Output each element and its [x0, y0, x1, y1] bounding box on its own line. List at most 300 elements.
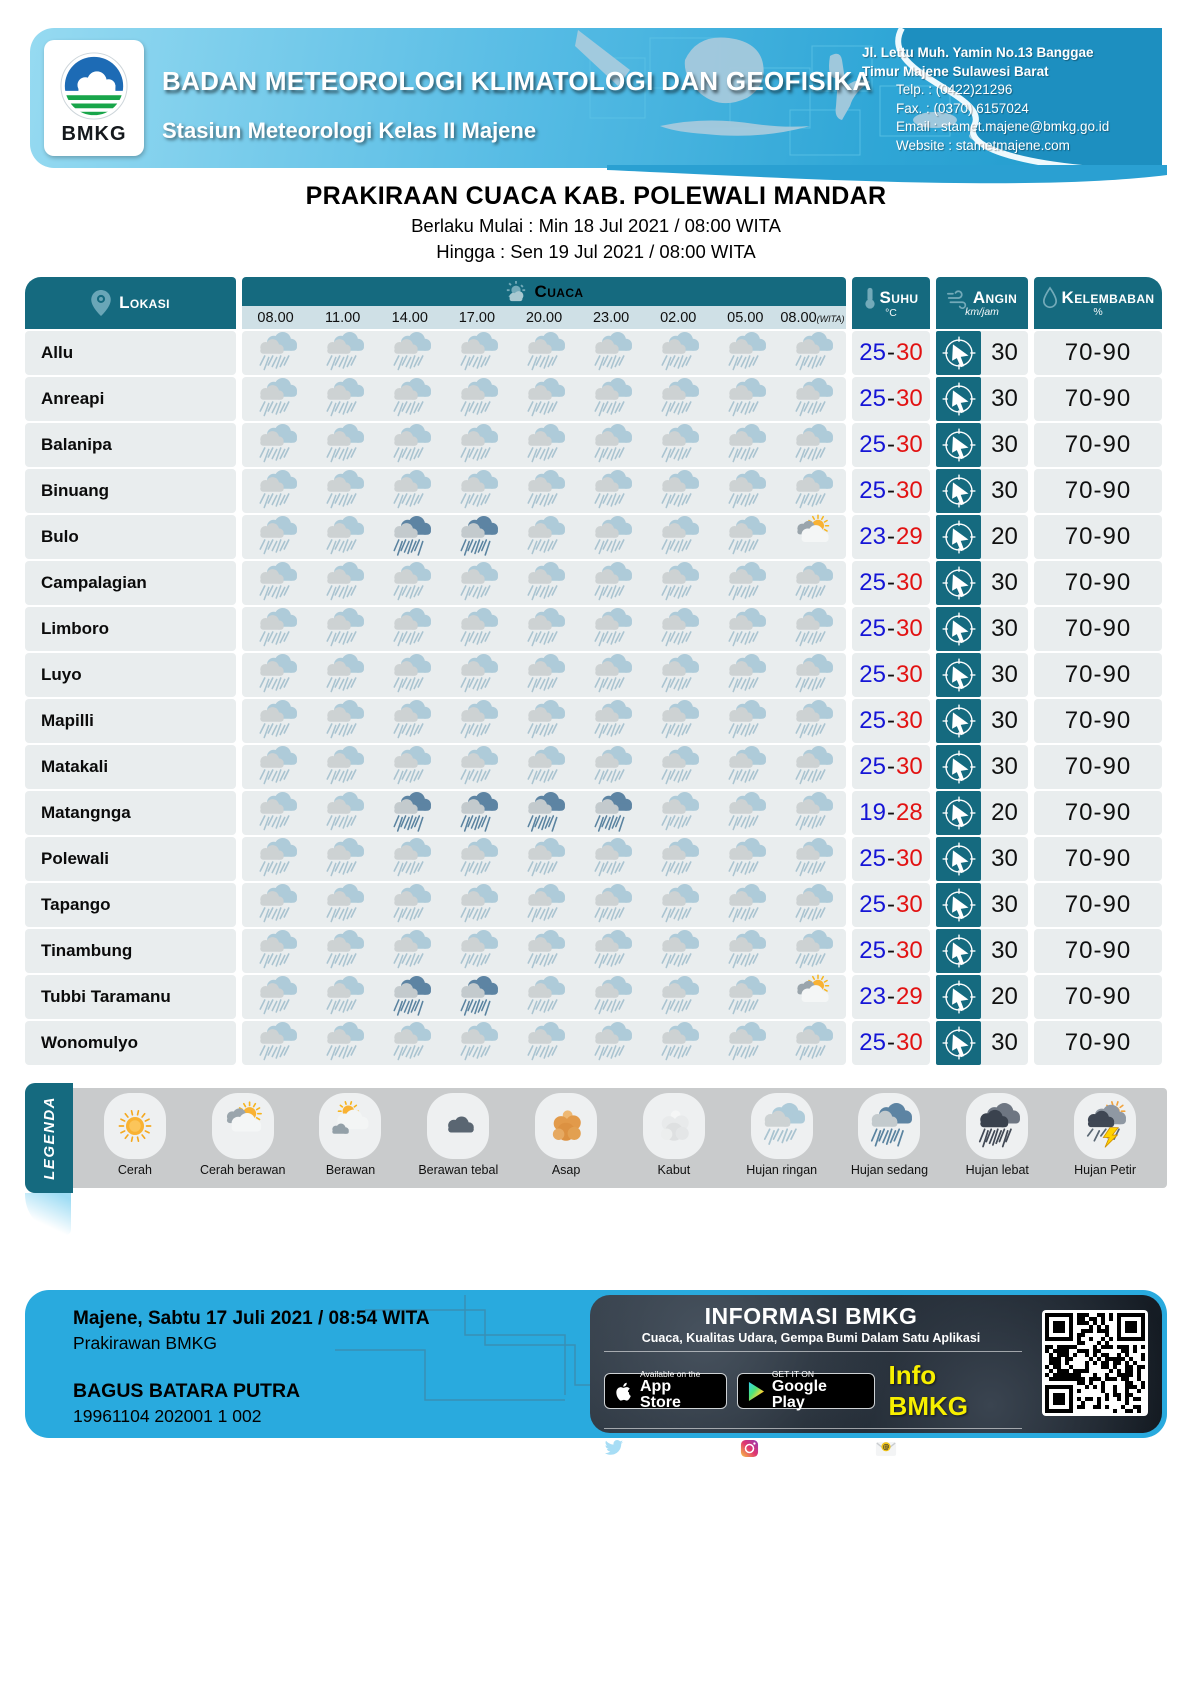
- valid-until: Hingga : Sen 19 Jul 2021 / 08:00 WITA: [436, 241, 756, 262]
- humidity-range: 70-90: [1034, 423, 1162, 467]
- instagram-handle: @infoBMKG: [740, 1439, 859, 1458]
- station-address: [862, 44, 1148, 155]
- wind-speed: 30: [981, 607, 1028, 651]
- hujan-sedang-icon: [452, 792, 502, 834]
- location-name: Limboro: [25, 607, 236, 651]
- play-bottom: Google Play: [771, 1377, 827, 1412]
- hujan-ringan-icon: [385, 470, 435, 512]
- wind-speed: 30: [981, 331, 1028, 375]
- hujan-ringan-icon: [787, 562, 837, 604]
- footer: [25, 1290, 1167, 1457]
- time-label: 02.00: [660, 309, 697, 326]
- weather-header-icon: [505, 281, 527, 303]
- legend-icon-pill: [751, 1093, 813, 1159]
- google-play-badge: [737, 1368, 875, 1412]
- hujan-ringan-icon: [519, 562, 569, 604]
- location-name: Campalagian: [25, 561, 236, 605]
- weather-icons: [242, 837, 846, 881]
- weather-icons: [242, 699, 846, 743]
- wind-compass-icon: [940, 1024, 978, 1062]
- page-title: PRAKIRAAN CUACA KAB. POLEWALI MANDAR: [305, 182, 887, 210]
- location-name: Tubbi Taramanu: [25, 975, 236, 1019]
- humidity-range: 70-90: [1034, 975, 1162, 1019]
- temp-max: 30: [896, 615, 923, 642]
- hujan-ringan-icon: [251, 562, 301, 604]
- hujan-ringan-icon: [318, 792, 368, 834]
- hujan-ringan-icon: [720, 562, 770, 604]
- hujan-ringan-icon: [251, 746, 301, 788]
- compass-icon: [936, 975, 981, 1019]
- hujan-lebat-icon: [973, 1103, 1021, 1149]
- humidity-range: 70-90: [1034, 837, 1162, 881]
- weather-icons: [242, 377, 846, 421]
- hujan-ringan-icon: [519, 608, 569, 650]
- bmkg-logo-text: BMKG: [61, 122, 127, 145]
- hujan-ringan-icon: [251, 884, 301, 926]
- hujan-ringan-icon: [653, 608, 703, 650]
- hujan-petir-icon: [1081, 1103, 1129, 1149]
- informasi-title: INFORMASI BMKG: [704, 1303, 918, 1329]
- hujan-sedang-icon: [865, 1103, 913, 1149]
- legend-icon-pill: [1074, 1093, 1136, 1159]
- hujan-sedang-icon: [385, 792, 435, 834]
- location-name: Wonomulyo: [25, 1021, 236, 1065]
- temperature-range: 25 - 30: [852, 883, 930, 927]
- wind-compass-icon: [940, 656, 978, 694]
- temperature-range: 25 - 30: [852, 607, 930, 651]
- humidity-range: 70-90: [1034, 377, 1162, 421]
- temp-max: 29: [896, 983, 923, 1010]
- wind-cell: [936, 377, 1028, 421]
- hujan-ringan-icon: [385, 930, 435, 972]
- wind-compass-icon: [940, 978, 978, 1016]
- address-line: Website : stametmajene.com: [896, 137, 1070, 153]
- wind-speed: 30: [981, 837, 1028, 881]
- time-label: 11.00: [325, 309, 361, 326]
- wind-cell: [936, 607, 1028, 651]
- hujan-ringan-icon: [385, 1022, 435, 1064]
- compass-icon: [936, 561, 981, 605]
- legend-item: [298, 1093, 402, 1185]
- humidity-range: 70-90: [1034, 331, 1162, 375]
- wind-speed: 30: [981, 699, 1028, 743]
- hujan-ringan-icon: [586, 332, 636, 374]
- hujan-ringan-icon: [653, 976, 703, 1018]
- hujan-ringan-icon: [452, 1022, 502, 1064]
- hujan-ringan-icon: [452, 746, 502, 788]
- legend-item: [406, 1093, 510, 1185]
- hujan-ringan-icon: [586, 516, 636, 558]
- cerah-icon: [111, 1103, 159, 1149]
- valid-from: Berlaku Mulai : Min 18 Jul 2021 / 08:00 WITA: [411, 215, 781, 236]
- social-row: [604, 1439, 1035, 1458]
- humidity-range: 70-90: [1034, 561, 1162, 605]
- table-row: [25, 1021, 1167, 1065]
- wind-cell: [936, 469, 1028, 513]
- location-name: Allu: [25, 331, 236, 375]
- time-label: 20.00: [525, 309, 563, 326]
- time-label: 14.00: [391, 309, 428, 326]
- weather-icons: [242, 469, 846, 513]
- temp-max: 30: [896, 569, 923, 596]
- temperature-range: 25 - 30: [852, 699, 930, 743]
- hujan-ringan-icon: [385, 378, 435, 420]
- hujan-ringan-icon: [519, 332, 569, 374]
- legend-title: LEGENDA: [40, 1096, 58, 1180]
- humidity-range: 70-90: [1034, 745, 1162, 789]
- hujan-ringan-icon: [787, 746, 837, 788]
- legend-item-label: Hujan Petir: [1074, 1163, 1136, 1177]
- legend-tab: [25, 1083, 73, 1193]
- asap-icon: [542, 1103, 590, 1149]
- wind-cell: [936, 653, 1028, 697]
- column-header-suhu: [852, 277, 930, 329]
- hujan-ringan-icon: [251, 838, 301, 880]
- hujan-ringan-icon: [787, 654, 837, 696]
- location-name: Polewali: [25, 837, 236, 881]
- legend-item-label: Berawan: [325, 1163, 376, 1177]
- table-row: [25, 975, 1167, 1019]
- wind-cell: [936, 423, 1028, 467]
- temperature-range: 25 - 30: [852, 331, 930, 375]
- wita-suffix: (WITA): [816, 313, 845, 324]
- issue-date: Majene, Sabtu 17 Juli 2021 / 08:54 WITA: [73, 1308, 430, 1329]
- qr-code: [1042, 1310, 1148, 1416]
- legend-icon-pill: [858, 1093, 920, 1159]
- location-pin-icon: [91, 290, 111, 316]
- hujan-ringan-icon: [251, 792, 301, 834]
- cerah-berawan-icon: [787, 516, 837, 558]
- agency-title: BADAN METEOROLOGI KLIMATOLOGI DAN GEOFISIKA: [162, 66, 872, 96]
- wind-compass-icon: [940, 472, 978, 510]
- hujan-ringan-icon: [653, 562, 703, 604]
- wind-speed: 30: [981, 377, 1028, 421]
- location-name: Bulo: [25, 515, 236, 559]
- wind-cell: [936, 331, 1028, 375]
- hujan-ringan-icon: [318, 654, 368, 696]
- hujan-ringan-icon: [519, 746, 569, 788]
- hujan-ringan-icon: [452, 470, 502, 512]
- hujan-ringan-icon: [251, 700, 301, 742]
- weather-icons: [242, 331, 846, 375]
- legend-item-label: Hujan lebat: [965, 1163, 1029, 1177]
- hujan-ringan-icon: [586, 746, 636, 788]
- temp-min: 25: [859, 845, 886, 872]
- berawan-icon: [326, 1103, 374, 1149]
- weather-icons: [242, 883, 846, 927]
- location-name: Tinambung: [25, 929, 236, 973]
- hujan-ringan-icon: [586, 424, 636, 466]
- qr-pattern: [1045, 1313, 1145, 1413]
- legend-item: [83, 1093, 187, 1185]
- hujan-ringan-icon: [318, 976, 368, 1018]
- hujan-ringan-icon: [251, 424, 301, 466]
- temp-min: 25: [859, 385, 886, 412]
- hujan-sedang-icon: [452, 976, 502, 1018]
- compass-icon: [936, 883, 981, 927]
- wind-compass-icon: [940, 840, 978, 878]
- hujan-ringan-icon: [586, 470, 636, 512]
- informasi-subtitle: Cuaca, Kualitas Udara, Gempa Bumi Dalam Satu Aplikasi: [641, 1331, 981, 1345]
- wind-speed: 30: [981, 561, 1028, 605]
- wind-speed: 30: [981, 1021, 1028, 1065]
- twitter-handle: @infoBMKG: [604, 1440, 724, 1458]
- hujan-ringan-icon: [720, 976, 770, 1018]
- informasi-bmkg-panel: [590, 1295, 1162, 1457]
- svg-text:@: @: [882, 1442, 890, 1451]
- hujan-ringan-icon: [251, 654, 301, 696]
- weather-icons: [242, 515, 846, 559]
- table-row: [25, 883, 1167, 927]
- wind-cell: [936, 791, 1028, 835]
- hujan-ringan-icon: [251, 930, 301, 972]
- hujan-ringan-icon: [787, 700, 837, 742]
- temp-max: 30: [896, 845, 923, 872]
- hujan-ringan-icon: [519, 976, 569, 1018]
- hujan-ringan-icon: [586, 608, 636, 650]
- legend-item: [622, 1093, 726, 1185]
- bmkg-logo-icon: [59, 51, 129, 121]
- hujan-ringan-icon: [318, 424, 368, 466]
- compass-icon: [936, 515, 981, 559]
- wind-cell: [936, 837, 1028, 881]
- hujan-ringan-icon: [251, 516, 301, 558]
- legend-icon-pill: [212, 1093, 274, 1159]
- wind-compass-icon: [940, 794, 978, 832]
- hujan-ringan-icon: [318, 332, 368, 374]
- wind-speed: 20: [981, 515, 1028, 559]
- hujan-ringan-icon: [385, 884, 435, 926]
- table-row: [25, 699, 1167, 743]
- compass-icon: [936, 377, 981, 421]
- weather-icons: [242, 929, 846, 973]
- hujan-ringan-icon: [385, 424, 435, 466]
- hujan-ringan-icon: [519, 1022, 569, 1064]
- hujan-ringan-icon: [720, 1022, 770, 1064]
- temp-min: 25: [859, 753, 886, 780]
- legend-item-label: Asap: [551, 1163, 581, 1177]
- temp-max: 28: [896, 799, 923, 826]
- legend-item-label: Cerah berawan: [199, 1163, 286, 1177]
- compass-icon: [936, 699, 981, 743]
- temp-min: 25: [859, 661, 886, 688]
- weather-icons: [242, 791, 846, 835]
- temp-min: 25: [859, 1029, 886, 1056]
- table-header: [25, 277, 1167, 329]
- weather-icons: [242, 423, 846, 467]
- divider: [604, 1428, 1022, 1429]
- hujan-ringan-icon: [586, 884, 636, 926]
- hujan-ringan-icon: [452, 332, 502, 374]
- divider: [604, 1351, 1022, 1352]
- hujan-ringan-icon: [318, 516, 368, 558]
- hujan-ringan-icon: [720, 424, 770, 466]
- weather-icons: [242, 607, 846, 651]
- hujan-ringan-icon: [720, 378, 770, 420]
- legend-item: [1053, 1093, 1157, 1185]
- hujan-ringan-icon: [318, 378, 368, 420]
- temp-max: 30: [896, 477, 923, 504]
- wind-speed: 30: [981, 653, 1028, 697]
- hujan-ringan-icon: [586, 930, 636, 972]
- wind-speed: 30: [981, 423, 1028, 467]
- hujan-ringan-icon: [251, 1022, 301, 1064]
- hujan-ringan-icon: [318, 470, 368, 512]
- hujan-ringan-icon: [653, 378, 703, 420]
- location-name: Mapilli: [25, 699, 236, 743]
- wind-compass-icon: [940, 932, 978, 970]
- hujan-ringan-icon: [787, 332, 837, 374]
- time-label: 23.00: [592, 309, 630, 326]
- hujan-ringan-icon: [519, 654, 569, 696]
- hujan-ringan-icon: [385, 332, 435, 374]
- legend-item: [730, 1093, 834, 1185]
- wind-compass-icon: [940, 518, 978, 556]
- hujan-ringan-icon: [720, 792, 770, 834]
- temp-min: 23: [859, 523, 886, 550]
- temp-max: 30: [896, 431, 923, 458]
- location-name: Anreapi: [25, 377, 236, 421]
- column-header-lokasi: [25, 277, 236, 329]
- hujan-ringan-icon: [452, 838, 502, 880]
- instagram-icon: [740, 1439, 759, 1458]
- compass-icon: [936, 745, 981, 789]
- hujan-ringan-icon: [787, 838, 837, 880]
- forecaster-role: Prakirawan BMKG: [73, 1333, 217, 1353]
- hujan-ringan-icon: [519, 930, 569, 972]
- column-header-cuaca: [242, 277, 846, 329]
- hujan-ringan-icon: [586, 378, 636, 420]
- compass-icon: [936, 653, 981, 697]
- hujan-ringan-icon: [452, 930, 502, 972]
- hujan-ringan-icon: [452, 562, 502, 604]
- hujan-ringan-icon: [653, 746, 703, 788]
- legend-item: [837, 1093, 941, 1185]
- hujan-ringan-icon: [787, 470, 837, 512]
- hujan-ringan-icon: [385, 562, 435, 604]
- app-store-badge: [604, 1368, 727, 1412]
- temperature-range: 25 - 30: [852, 653, 930, 697]
- legend-icon-pill: [643, 1093, 705, 1159]
- hujan-ringan-icon: [720, 516, 770, 558]
- time-label: 17.00: [458, 309, 496, 326]
- humidity-range: 70-90: [1034, 791, 1162, 835]
- hujan-ringan-icon: [787, 424, 837, 466]
- location-name: Tapango: [25, 883, 236, 927]
- wind-cell: [936, 699, 1028, 743]
- hujan-ringan-icon: [452, 424, 502, 466]
- hujan-sedang-icon: [586, 792, 636, 834]
- berawan-tebal-icon: [434, 1103, 482, 1149]
- temp-min: 19: [859, 799, 886, 826]
- temp-max: 30: [896, 753, 923, 780]
- temp-max: 30: [896, 385, 923, 412]
- hujan-ringan-icon: [519, 884, 569, 926]
- kelembaban-label: Kelembaban: [1061, 288, 1155, 307]
- legend-item: [514, 1093, 618, 1185]
- hujan-ringan-icon: [452, 378, 502, 420]
- hujan-ringan-icon: [519, 838, 569, 880]
- humidity-range: 70-90: [1034, 515, 1162, 559]
- column-header-angin: [936, 277, 1028, 329]
- temperature-range: 25 - 30: [852, 1021, 930, 1065]
- wind-compass-icon: [940, 334, 978, 372]
- temp-min: 25: [859, 477, 886, 504]
- table-row: [25, 607, 1167, 651]
- humidity-range: 70-90: [1034, 607, 1162, 651]
- hujan-ringan-icon: [519, 378, 569, 420]
- temp-min: 23: [859, 983, 886, 1010]
- legend-item-label: Hujan ringan: [746, 1163, 818, 1177]
- address-line: Timur Majene Sulawesi Barat: [862, 63, 1049, 79]
- hujan-ringan-icon: [318, 884, 368, 926]
- hujan-ringan-icon: [318, 700, 368, 742]
- hujan-ringan-icon: [653, 884, 703, 926]
- wind-cell: [936, 745, 1028, 789]
- apple-logo-icon: [615, 1381, 633, 1402]
- legend-icon-pill: [427, 1093, 489, 1159]
- cerah-berawan-icon: [787, 976, 837, 1018]
- hujan-ringan-icon: [251, 976, 301, 1018]
- google-play-icon: [748, 1382, 765, 1401]
- hujan-sedang-icon: [385, 976, 435, 1018]
- time-label: 05.00: [727, 309, 764, 326]
- temperature-range: 25 - 30: [852, 929, 930, 973]
- location-name: Matangnga: [25, 791, 236, 835]
- angin-unit: km/jam: [965, 306, 999, 318]
- thermometer-icon: [864, 287, 876, 309]
- legend-item-label: Kabut: [657, 1163, 691, 1177]
- temp-max: 30: [896, 339, 923, 366]
- hujan-ringan-icon: [720, 654, 770, 696]
- wind-cell: [936, 561, 1028, 605]
- legend-item-label: Berawan tebal: [418, 1163, 499, 1177]
- table-row: [25, 423, 1167, 467]
- wind-speed: 30: [981, 745, 1028, 789]
- forecaster-nip: 19961104 202001 1 002: [73, 1406, 262, 1426]
- hujan-ringan-icon: [653, 792, 703, 834]
- time-label: 08.00: [257, 309, 294, 326]
- hujan-ringan-icon: [452, 700, 502, 742]
- hujan-ringan-icon: [586, 700, 636, 742]
- weather-icons: [242, 745, 846, 789]
- hujan-ringan-icon: [653, 470, 703, 512]
- hujan-ringan-icon: [720, 930, 770, 972]
- table-row: [25, 929, 1167, 973]
- hujan-ringan-icon: [519, 516, 569, 558]
- twitter-icon: [604, 1440, 624, 1457]
- forecaster-name: BAGUS BATARA PUTRA: [73, 1380, 301, 1402]
- legend-items: [81, 1093, 1159, 1185]
- temperature-range: 19 - 28: [852, 791, 930, 835]
- hujan-ringan-icon: [318, 838, 368, 880]
- address-line: Fax. : (0370) 6157024: [896, 100, 1029, 116]
- table-row: [25, 745, 1167, 789]
- compass-icon: [936, 837, 981, 881]
- hujan-ringan-icon: [653, 654, 703, 696]
- hujan-ringan-icon: [385, 838, 435, 880]
- weather-icons: [242, 561, 846, 605]
- legend-icon-pill: [319, 1093, 381, 1159]
- hujan-ringan-icon: [720, 700, 770, 742]
- column-header-kelembaban: [1034, 277, 1162, 329]
- compass-icon: [936, 791, 981, 835]
- legend-item: [945, 1093, 1049, 1185]
- cuaca-label: Cuaca: [534, 281, 584, 301]
- hujan-ringan-icon: [720, 470, 770, 512]
- angin-label: Angin: [972, 288, 1018, 307]
- email-contact: @ pws@bmkg.go.id: [875, 1440, 1035, 1458]
